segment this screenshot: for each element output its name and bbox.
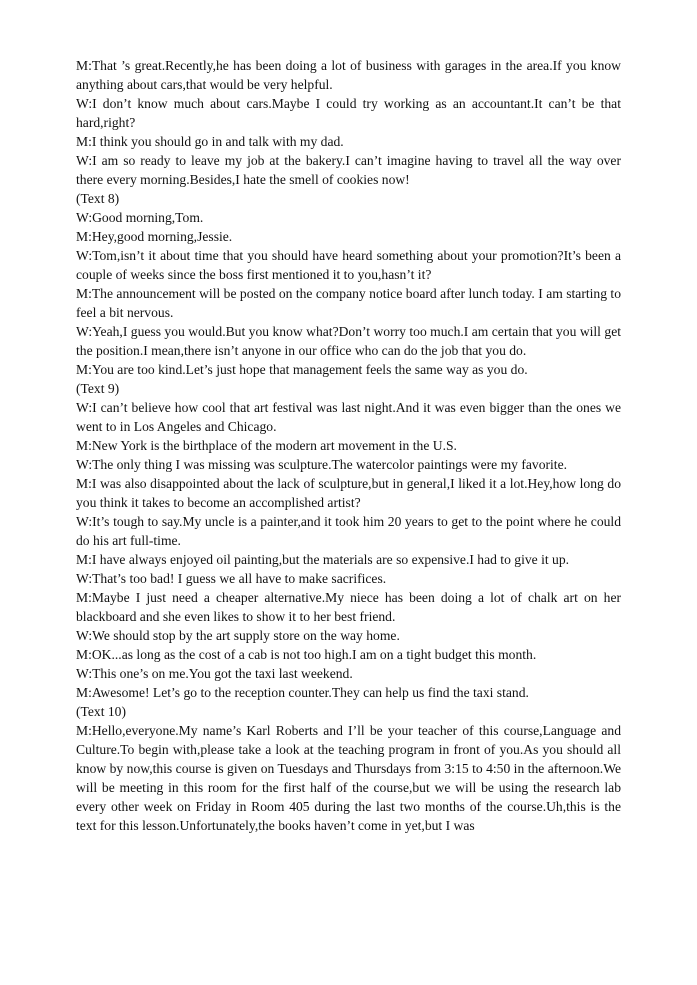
paragraph: M:The announcement will be posted on the company notice board after lunch today. I am starting to feel a bit nervous.: [76, 286, 621, 320]
paragraph: W:Yeah,I guess you would.But you know what?Don’t worry too much.I am certain that you will get the position.I mean,there isn’t anyone in our office who can do the job that you do.: [76, 324, 621, 358]
paragraph: W:We should stop by the art supply store on the way home.: [76, 628, 400, 643]
paragraph: M:You are too kind.Let’s just hope that management feels the same way as you do.: [76, 362, 528, 377]
paragraph: W:This one’s on me.You got the taxi last weekend.: [76, 666, 353, 681]
paragraph: M:New York is the birthplace of the modern art movement in the U.S.: [76, 438, 457, 453]
paragraph: M:I have always enjoyed oil painting,but the materials are so expensive.I had to give it up.: [76, 552, 570, 567]
paragraph: M:Maybe I just need a cheaper alternative.My niece has been doing a lot of chalk art on her blackboard and she even likes to show it to her best friend.: [76, 590, 621, 624]
paragraph: W:Good morning,Tom.: [76, 210, 204, 225]
section-heading: (Text 8): [76, 191, 120, 206]
paragraph: W:I am so ready to leave my job at the bakery.I can’t imagine having to travel all the way over there every morning.Besides,I hate the smell of cookies now!: [76, 153, 621, 187]
paragraph: W:It’s tough to say.My uncle is a painter,and it took him 20 years to get to the point where he could do his art full-time.: [76, 514, 621, 548]
paragraph: M:Hello,everyone.My name’s Karl Roberts and I’ll be your teacher of this course,Language and Culture.To begin with,please take a look at the teaching program in front of you.As you should all know by now,this course is given on Tuesdays and Thursdays from 3:15 to 4:50 in the afternoon.We will be meeting in this room for the first half of the course,but we will be using the research lab every other week on Friday in Room 405 during the last two months of the course.Uh,this is the text for this lesson.Unfortunately,the books haven’t come in yet,but I was: [76, 723, 621, 833]
paragraph: M:I think you should go in and talk with my dad.: [76, 134, 344, 149]
paragraph: M:Awesome! Let’s go to the reception counter.They can help us find the taxi stand.: [76, 685, 529, 700]
section-heading: (Text 10): [76, 704, 127, 719]
paragraph: M:Hey,good morning,Jessie.: [76, 229, 233, 244]
section-heading: (Text 9): [76, 381, 120, 396]
paragraph: M:OK...as long as the cost of a cab is not too high.I am on a tight budget this month.: [76, 647, 537, 662]
paragraph: W:The only thing I was missing was sculpture.The watercolor paintings were my favorite.: [76, 457, 568, 472]
paragraph: W:I don’t know much about cars.Maybe I could try working as an accountant.It can’t be that hard,right?: [76, 96, 621, 130]
paragraph: W:Tom,isn’t it about time that you should have heard something about your promotion?It’s been a couple of weeks since the boss first mentioned it to you,hasn’t it?: [76, 248, 621, 282]
paragraph: M:I was also disappointed about the lack of sculpture,but in general,I liked it a lot.Hey,how long do you think it takes to become an accomplished artist?: [76, 476, 621, 510]
paragraph: W:I can’t believe how cool that art festival was last night.And it was even bigger than the ones we went to in Los Angeles and Chicago.: [76, 400, 621, 434]
paragraph: W:That’s too bad! I guess we all have to make sacrifices.: [76, 571, 387, 586]
paragraph: M:That ’s great.Recently,he has been doing a lot of business with garages in the area.If you know anything about cars,that would be very helpful.: [76, 58, 621, 92]
